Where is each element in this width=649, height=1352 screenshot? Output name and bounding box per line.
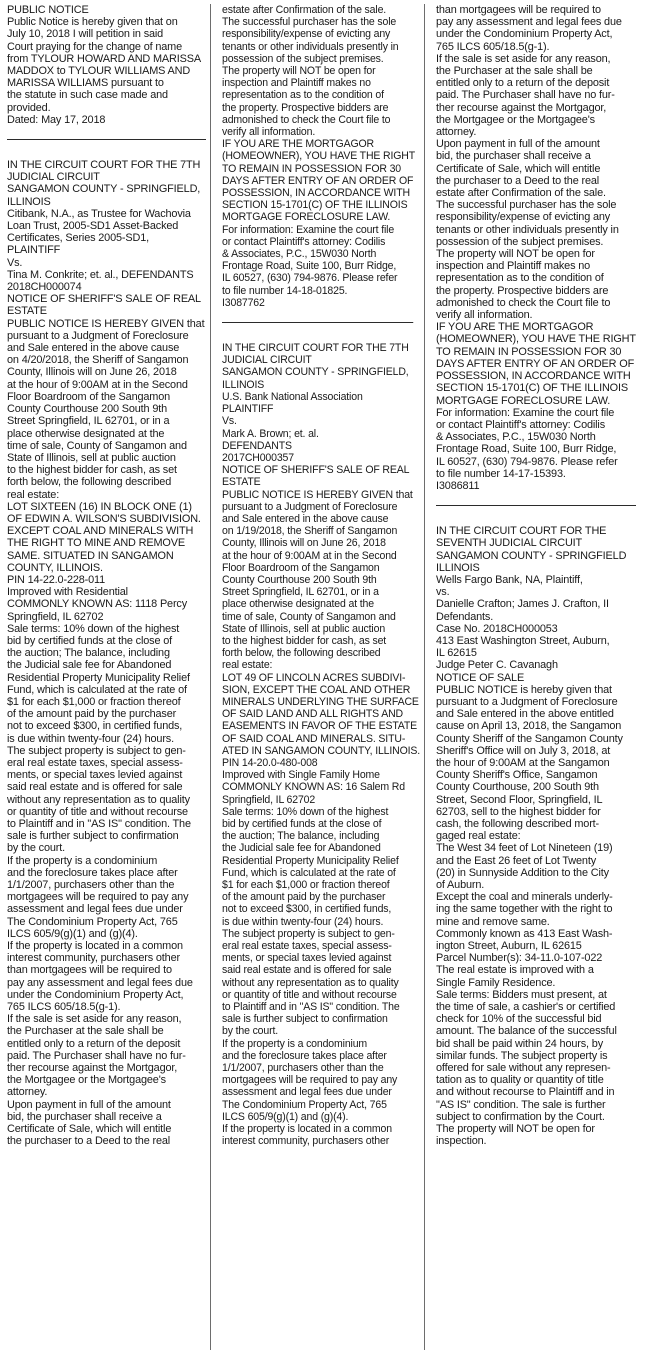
notice-text-line: eral real estate taxes, special assess- <box>222 940 392 953</box>
notice-text-line: Improved with Residential <box>7 586 128 599</box>
notice-text-line: OF EDWIN A. WILSON'S SUBDIVISION. <box>7 512 201 525</box>
notice-text-line: forth below, the following described <box>7 476 172 489</box>
notice-text-line: ther recourse against the Mortgagor, <box>436 101 607 114</box>
notice-text-line: under the Condominium Property Act, <box>7 988 184 1001</box>
notice-text-line: 765 ILCS 605/18.5(g-1). <box>436 40 550 53</box>
notice-text-line: to file number 14-18-01825. <box>222 284 348 297</box>
notice-text-line: The successful purchaser has the sole <box>436 199 617 212</box>
notice-text-line: the auction; The balance, including <box>222 830 380 843</box>
notice-text-line: pursuant to a Judgment of Foreclosure <box>436 695 618 708</box>
notice-text-line: Floor Boardroom of the Sangamon <box>222 561 380 574</box>
notice-text-line: responsibility/expense of evicting any <box>222 28 391 41</box>
notice-text-line: time of sale, County of Sangamon and <box>222 610 396 623</box>
notice-text-line: PUBLIC NOTICE IS HEREBY GIVEN that <box>7 317 205 330</box>
notice-text-line: the property. Prospective bidders are <box>222 101 389 114</box>
column-1 <box>7 4 210 1350</box>
notice-text-line: place otherwise designated at the <box>7 427 165 440</box>
notice-text-line: inspection and Plaintiff makes no <box>222 77 371 90</box>
notice-text-line: responsibility/expense of evicting any <box>436 211 611 224</box>
notice-text-line: gaged real estate: <box>436 830 521 843</box>
notice-text-line: and the foreclosure takes place after <box>7 866 178 879</box>
notice-text-line: and Sale entered in the above entitled <box>436 708 614 721</box>
notice-text-line: State of Illinois, sell at public auction <box>222 622 386 635</box>
notice-text-line: Sale terms: Bidders must present, at <box>436 988 607 1001</box>
notice-text-line: ILCS 605/9(g)(1) and (g)(4). <box>222 1110 349 1123</box>
notice-text-line: real estate: <box>222 659 273 672</box>
notice-text-line: bid by certified funds at the close of <box>7 634 173 647</box>
notice-text-line: ington Street, Auburn, IL 62615 <box>436 940 582 953</box>
notice-text-line: ther recourse against the Mortgagor, <box>7 1062 178 1075</box>
notice-text-line: For information: Examine the court file <box>436 406 615 419</box>
notice-text-line: TO REMAIN IN POSSESSION FOR 30 <box>222 162 401 175</box>
notice-text-line: JUDICIAL CIRCUIT <box>7 171 100 184</box>
notice-text-line: SANGAMON COUNTY - SPRINGFIELD, <box>7 183 201 196</box>
notice-text-line: attorney. <box>436 126 477 139</box>
notice-text-line: said real estate and is offered for sale <box>222 964 392 977</box>
notice-text-line: $1 for each $1,000 or fraction thereof <box>222 879 390 892</box>
notice-text-line: The subject property is subject to gen- <box>222 927 395 940</box>
notice-text-line: forth below, the following described <box>222 647 381 660</box>
notice-text-line: DAYS AFTER ENTRY OF AN ORDER OF <box>222 174 414 187</box>
notice-text-line: County Courthouse 200 South 9th <box>222 573 377 586</box>
notice-text-line: MADDOX to TYLOUR WILLIAMS AND <box>7 65 191 78</box>
notice-text-line: The successful purchaser has the sole <box>222 16 397 29</box>
notice-text-line: not to exceed $300, in certified funds, <box>7 720 183 733</box>
notice-text-line: representation as to the condition of <box>222 89 384 102</box>
notice-text-line: IL 60527, (630) 794-9876. Please refer <box>222 272 398 285</box>
notice-text-line: at the hour of 9:00AM at in the Second <box>222 549 397 562</box>
notice-text-line: The property will NOT be open for <box>436 248 595 261</box>
notice-text-line: I3087762 <box>222 296 265 309</box>
notice-text-line: County, Illinois will on June 26, 2018 <box>7 366 177 379</box>
notice-text-line: The property will NOT be open for <box>222 65 376 78</box>
column-3 <box>424 4 638 1350</box>
notice-text-line: If the property is a condominium <box>7 854 158 867</box>
notice-text-line: under the Condominium Property Act, <box>436 28 613 41</box>
notice-text-line: SANGAMON COUNTY - SPRINGFIELD <box>436 549 627 562</box>
notice-text-line: PUBLIC NOTICE is hereby given that <box>436 683 612 696</box>
notice-text-line: by the court. <box>222 1025 279 1038</box>
notice-text-line: pursuant to a Judgment of Foreclosure <box>222 500 398 513</box>
notice-text-line: EASEMENTS IN FAVOR OF THE ESTATE <box>222 720 418 733</box>
notice-text-line: verify all information. <box>222 126 316 139</box>
notice-text-line: Certificates, Series 2005-SD1, <box>7 232 149 245</box>
notice-text-line: Frontage Road, Suite 100, Burr Ridge, <box>222 260 397 273</box>
notice-text-line: to the highest bidder for cash, as set <box>7 464 177 477</box>
notice-text-line: sale is further subject to confirmation <box>222 1013 388 1026</box>
notice-text-line: & Associates, P.C., 15W030 North <box>436 431 596 444</box>
notice-name-change <box>7 4 206 126</box>
notice-text-line: not to exceed $300, in certified funds, <box>222 903 392 916</box>
notice-text-line: bid by certified funds at the close of <box>222 818 382 830</box>
notice-text-line: entitled only to a return of the deposit <box>436 77 610 90</box>
notice-text-line: If the property is located in a common <box>222 1123 392 1136</box>
notice-text-line: on 4/20/2018, the Sheriff of Sangamon <box>7 354 189 367</box>
notice-text-line: IL 60527, (630) 794-9876. Please refer <box>436 455 618 468</box>
notice-divider <box>7 139 206 140</box>
notice-text-line: Certificate of Sale, which will entitle <box>436 162 601 175</box>
notice-text-line: OF SAID COAL AND MINERALS. SITU- <box>222 732 406 745</box>
notice-text-line: PLAINTIFF <box>222 403 274 416</box>
notice-text-line: PIN 14-22.0-228-011 <box>7 573 106 586</box>
notice-text-line: mortgagees will be required to pay any <box>7 891 189 904</box>
notice-text-line: LOT SIXTEEN (16) IN BLOCK ONE (1) <box>7 500 192 513</box>
notice-text-line: or quantity of title and without recourse <box>7 805 188 818</box>
notice-text-line: Street Springfield, IL 62701, or in a <box>7 415 170 428</box>
notice-text-line: The property will NOT be open for <box>436 1123 595 1136</box>
notice-text-line: Vs. <box>7 256 23 269</box>
notice-divider <box>436 505 636 506</box>
notice-text-line: tenants or other individuals presently in <box>436 223 619 236</box>
notice-text-line: $1 for each $1,000 or fraction thereof <box>7 695 181 708</box>
notice-text-line: 62703, sell to the highest bidder for <box>436 805 601 818</box>
notice-text-line: Parcel Number(s): 34-11.0-107-022 <box>436 952 603 965</box>
notice-text-line: The West 34 feet of Lot Nineteen (19) <box>436 842 613 855</box>
notice-text-line: real estate: <box>7 488 60 501</box>
notice-text-line: SEVENTH JUDICIAL CIRCUIT <box>436 537 583 550</box>
notice-text-line: PLAINTIFF <box>7 244 61 257</box>
notice-text-line: ments, or special taxes levied against <box>222 952 392 965</box>
notice-text-line: NOTICE OF SHERIFF'S SALE OF REAL <box>7 293 201 306</box>
notice-text-line: ILCS 605/9(g)(1) and (g)(4). <box>7 927 138 940</box>
notice-text-line: the auction; The balance, including <box>7 647 170 660</box>
notice-text-line: If the sale is set aside for any reason, <box>7 1013 182 1026</box>
notice-text-line: LOT 49 OF LINCOLN ACRES SUBDIVI- <box>222 671 406 684</box>
notice-text-line: DAYS AFTER ENTRY OF AN ORDER OF <box>436 357 635 370</box>
notice-text-line: estate after Confirmation of the sale. <box>222 4 387 16</box>
notice-text-line: Mark A. Brown; et. al. <box>222 427 319 440</box>
notice-text-line: MARISSA WILLIAMS pursuant to <box>7 77 164 90</box>
notice-text-line: (HOMEOWNER), YOU HAVE THE RIGHT <box>222 150 416 163</box>
notice-text-line: EXCEPT COAL AND MINERALS WITH <box>7 525 194 538</box>
notice-text-line: Defendants. <box>436 610 494 623</box>
notice-text-line: or contact Plaintiff's attorney: Codilis <box>222 235 386 248</box>
notice-text-line: Dated: May 17, 2018 <box>7 113 106 126</box>
notice-text-line: entitled only to a return of the deposit <box>7 1037 181 1050</box>
notice-text-line: check for 10% of the successful bid <box>436 1013 602 1026</box>
notice-text-line: Upon payment in full of the amount <box>7 1098 171 1111</box>
notice-text-line: ing the same together with the right to <box>436 903 613 916</box>
notice-text-line: Fund, which is calculated at the rate of <box>7 683 187 696</box>
notice-text-line: mortgagees will be required to pay any <box>222 1074 398 1087</box>
notice-text-line: Sale terms: 10% down of the highest <box>222 805 389 818</box>
notice-text-line: the time of sale, a cashier's or certified <box>436 1001 616 1014</box>
notice-text-line: The Condominium Property Act, 765 <box>7 915 178 928</box>
notice-text-line: pay any assessment and legal fees due <box>7 976 193 989</box>
notice-text-line: ESTATE <box>7 305 47 318</box>
notice-text-line: and Sale entered in the above cause <box>7 342 180 355</box>
notice-text-line: or contact Plaintiff's attorney: Codilis <box>436 418 606 431</box>
notice-text-line: Danielle Crafton; James J. Crafton, II <box>436 598 609 611</box>
notice-text-line: the Judicial sale fee for Abandoned <box>222 842 381 855</box>
notice-text-line: Citibank, N.A., as Trustee for Wachovia <box>7 207 191 220</box>
notice-text-line: than mortgagees will be required to <box>436 4 601 16</box>
notice-text-line: ILLINOIS <box>222 378 265 391</box>
notice-text-line: ATED IN SANGAMON COUNTY, ILLINOIS. <box>222 744 421 757</box>
notice-text-line: Frontage Road, Suite 100, Burr Ridge, <box>436 443 617 456</box>
notice-text-line: Fund, which is calculated at the rate of <box>222 866 396 879</box>
notice-text-line: PUBLIC NOTICE IS HEREBY GIVEN that <box>222 488 413 501</box>
notice-text-line: assessment and legal fees due under <box>7 903 183 916</box>
notice-text-line: the Purchaser at the sale shall be <box>436 65 593 78</box>
notice-text-line: the purchaser to a Deed to the real <box>436 174 600 187</box>
notice-text-line: Residential Property Municipality Relief <box>222 854 399 867</box>
notice-text-line: Public Notice is hereby given that on <box>7 16 178 29</box>
notice-text-line: OF SAID LAND AND ALL RIGHTS AND <box>222 708 404 721</box>
notice-text-line: POSSESSION, IN ACCORDANCE WITH <box>222 187 410 200</box>
notice-text-line: tenants or other individuals presently in <box>222 40 399 53</box>
notice-text-line: U.S. Bank National Association <box>222 390 363 403</box>
notice-text-line: is due within twenty-four (24) hours. <box>222 915 384 928</box>
notice-text-line: Wells Fargo Bank, NA, Plaintiff, <box>436 573 583 586</box>
notice-text-line: Street, Second Floor, Springfield, IL <box>436 793 603 806</box>
notice-text-line: is due within twenty-four (24) hours. <box>7 732 174 745</box>
notice-text-line: the property. Prospective bidders are <box>436 284 609 297</box>
notice-text-line: For information: Examine the court file <box>222 223 395 236</box>
notice-text-line: SION, EXCEPT THE COAL AND OTHER <box>222 683 411 696</box>
notice-text-line: the Purchaser at the sale shall be <box>7 1025 164 1038</box>
notice-text-line: MORTGAGE FORECLOSURE LAW. <box>222 211 391 224</box>
notice-text-line: Loan Trust, 2005-SD1 Asset-Backed <box>7 220 179 233</box>
notice-text-line: If the property is a condominium <box>222 1037 368 1050</box>
notice-text-line: of the amount paid by the purchaser <box>7 708 177 721</box>
notice-text-line: to Plaintiff and in "AS IS" condition. The <box>222 1001 400 1014</box>
notice-text-line: similar funds. The subject property is <box>436 1049 608 1062</box>
notice-text-line: possession of the subject premises. <box>222 52 384 65</box>
notice-text-line: without any representation as to quality <box>222 976 399 989</box>
notice-text-line: to Plaintiff and in "AS IS" condition. The <box>7 818 191 830</box>
notice-text-line: PUBLIC NOTICE <box>7 4 89 16</box>
notice-text-line: bid, the purchaser shall receive a <box>7 1110 162 1123</box>
notice-text-line: MORTGAGE FORECLOSURE LAW. <box>436 394 611 407</box>
notice-text-line: subject to confirmation by the Court. <box>436 1110 605 1123</box>
notice-text-line: said real estate and is offered for sale <box>7 781 183 794</box>
notice-text-line: IF YOU ARE THE MORTGAGOR <box>222 138 375 151</box>
notice-text-line: IN THE CIRCUIT COURT FOR THE 7TH <box>7 159 201 172</box>
notice-text-line: JUDICIAL CIRCUIT <box>222 354 312 367</box>
notice-text-line: Single Family Residence. <box>436 976 556 989</box>
notice-text-line: pursuant to a Judgment of Foreclosure <box>7 329 189 342</box>
notice-text-line: POSSESSION, IN ACCORDANCE WITH <box>436 370 631 383</box>
notice-wellsfargo-crafton <box>436 525 636 1147</box>
notice-text-line: the Mortgagee or the Mortgagee's <box>436 113 595 126</box>
notice-text-line: Street Springfield, IL 62701, or in a <box>222 586 379 599</box>
notice-text-line: Sheriff's Office will on July 3, 2018, at <box>436 744 611 757</box>
notice-text-line: SANGAMON COUNTY - SPRINGFIELD, <box>222 366 409 379</box>
notice-text-line: Springfield, IL 62702 <box>222 793 316 806</box>
notice-text-line: 1/1/2007, purchasers other than the <box>222 1062 384 1075</box>
notice-text-line: attorney. <box>7 1086 48 1099</box>
notice-text-line: and Sale entered in the above cause <box>222 512 389 525</box>
notice-text-line: 413 East Washington Street, Auburn, <box>436 634 610 647</box>
notice-text-line: paid. The Purchaser shall have no fur- <box>436 89 615 102</box>
notice-text-line: by the court. <box>7 842 65 855</box>
notice-text-line: ILLINOIS <box>7 195 51 208</box>
notice-text-line: the purchaser to a Deed to the real <box>7 1135 171 1148</box>
notice-text-line: IN THE CIRCUIT COURT FOR THE <box>436 525 607 538</box>
notice-text-line: vs. <box>436 586 450 599</box>
notice-text-line: Floor Boardroom of the Sangamon <box>7 390 171 403</box>
notice-text-line: COMMONLY KNOWN AS: 16 Salem Rd <box>222 781 405 794</box>
notice-text-line: and without recourse to Plaintiff and in <box>436 1086 615 1099</box>
notice-text-line: If the sale is set aside for any reason, <box>436 52 611 65</box>
notice-text-line: Sale terms: 10% down of the highest <box>7 622 180 635</box>
notice-text-line: time of sale, County of Sangamon and <box>7 439 187 452</box>
notice-text-line: 2017CH000357 <box>222 451 294 464</box>
notice-text-line: NOTICE OF SHERIFF'S SALE OF REAL <box>222 464 410 477</box>
notice-text-line: eral real estate taxes, special assess- <box>7 756 183 769</box>
notice-text-line: Upon payment in full of the amount <box>436 138 600 151</box>
notice-text-line: Vs. <box>222 415 237 428</box>
notice-text-line: PIN 14-20.0-480-008 <box>222 756 318 769</box>
notice-text-line: IL 62615 <box>436 647 477 660</box>
notice-text-line: sale is further subject to confirmation <box>7 830 179 843</box>
notice-text-line: County Sheriff of the Sangamon County <box>436 732 623 745</box>
notice-text-line: bid, the purchaser shall receive a <box>436 150 591 163</box>
notice-text-line: I3086811 <box>436 479 480 492</box>
notice-text-line: from TYLOUR HOWARD AND MARISSA <box>7 52 201 65</box>
notice-citibank-conkrite <box>7 159 206 1147</box>
notice-text-line: (20) in Sunnyside Addition to the City <box>436 866 609 879</box>
notice-text-line: interest community, purchasers other <box>7 952 180 965</box>
notice-text-line: ments, or special taxes levied against <box>7 769 183 782</box>
notice-text-line: Commonly known as 413 East Wash- <box>436 927 613 940</box>
notice-text-line: DEFENDANTS <box>222 439 292 452</box>
notice-text-line: offered for sale without any represen- <box>436 1062 611 1075</box>
notice-text-line: SAME. SITUATED IN SANGAMON <box>7 549 174 562</box>
notice-text-line: the hour of 9:00AM at the Sangamon <box>436 756 610 769</box>
notice-text-line: Springfield, IL 62702 <box>7 610 104 623</box>
notice-text-line: State of Illinois, sell at public auction <box>7 451 176 464</box>
notice-text-line: County Sheriff's Office, Sangamon <box>436 769 598 782</box>
notice-text-line: of Auburn. <box>436 879 485 892</box>
notice-text-line: than mortgagees will be required to <box>7 964 172 977</box>
notice-text-line: and the East 26 feet of Lot Twenty <box>436 854 596 867</box>
notice-text-line: tation as to quality or quantity of title <box>436 1074 604 1087</box>
notice-divider <box>222 322 413 323</box>
notice-text-line: to file number 14-17-15393. <box>436 467 566 480</box>
notice-text-line: estate after Confirmation of the sale. <box>436 187 606 200</box>
notice-text-line: Court praying for the change of name <box>7 40 183 53</box>
notice-text-line: cash, the following described mort- <box>436 818 600 830</box>
notice-text-line: Case No. 2018CH000053 <box>436 622 558 635</box>
notice-text-line: Improved with Single Family Home <box>222 769 380 782</box>
notice-text-line: The real estate is improved with a <box>436 964 594 977</box>
notice-text-line: July 10, 2018 I will petition in said <box>7 28 164 41</box>
notice-text-line: representation as to the condition of <box>436 272 604 285</box>
notice-text-line: ILLINOIS <box>436 561 480 574</box>
notice-text-line: without any representation as to quality <box>7 793 190 806</box>
notice-text-line: on 1/19/2018, the Sheriff of Sangamon <box>222 525 398 538</box>
notice-text-line: bid shall be paid within 24 hours, by <box>436 1037 603 1050</box>
notice-text-line: and the foreclosure takes place after <box>222 1049 387 1062</box>
notice-text-line: inspection and Plaintiff makes no <box>436 260 591 273</box>
notice-text-line: & Associates, P.C., 15W030 North <box>222 248 377 261</box>
notice-text-line: Judge Peter C. Cavanagh <box>436 659 558 672</box>
notice-text-line: The Condominium Property Act, 765 <box>222 1098 387 1111</box>
notice-text-line: Except the coal and minerals underly- <box>436 891 613 904</box>
notice-text-line: to the highest bidder for cash, as set <box>222 634 387 647</box>
notice-usbank-brown <box>222 342 421 1148</box>
notice-text-line: pay any assessment and legal fees due <box>436 16 622 29</box>
notice-text-line: the Mortgagee or the Mortgagee's <box>7 1074 166 1087</box>
notice-text-line: SECTION 15-1701(C) OF THE ILLINOIS <box>436 382 628 395</box>
notice-text-line: inspection. <box>436 1135 487 1148</box>
notice-text-line: the statute in such case made and <box>7 89 168 102</box>
notice-text-line: Certificate of Sale, which will entitle <box>7 1123 172 1136</box>
notice-text-line: SECTION 15-1701(C) OF THE ILLINOIS <box>222 199 408 212</box>
notice-text-line: THE RIGHT TO MINE AND REMOVE <box>7 537 185 550</box>
notice-text-line: place otherwise designated at the <box>222 598 374 611</box>
notice-text-line: cause on April 13, 2018, the Sangamon <box>436 720 622 733</box>
notice-text-line: mine and remove same. <box>436 915 550 928</box>
notice-usbank-brown-continued <box>436 4 636 492</box>
notice-text-line: County Courthouse 200 South 9th <box>7 403 168 416</box>
notice-text-line: possession of the subject premises. <box>436 235 604 248</box>
notice-text-line: Tina M. Conkrite; et. al., DEFENDANTS <box>7 268 194 281</box>
notice-text-line: The subject property is subject to gen- <box>7 744 186 757</box>
notice-text-line: paid. The Purchaser shall have no fur- <box>7 1049 186 1062</box>
notice-text-line: (HOMEOWNER), YOU HAVE THE RIGHT <box>436 333 636 346</box>
notice-text-line: Residential Property Municipality Relief <box>7 671 190 684</box>
notice-text-line: MINERALS UNDERLYING THE SURFACE <box>222 695 419 708</box>
notice-text-line: or quantity of title and without recourse <box>222 988 397 1001</box>
notice-text-line: assessment and legal fees due under <box>222 1086 392 1099</box>
notice-text-line: of the amount paid by the purchaser <box>222 891 386 904</box>
notice-text-line: COUNTY, ILLINOIS. <box>7 561 103 574</box>
notice-text-line: admonished to check the Court file to <box>436 296 611 309</box>
notice-text-line: admonished to check the Court file to <box>222 113 391 126</box>
notice-text-line: County Courthouse, 200 South 9th <box>436 781 599 794</box>
notice-text-line: 765 ILCS 605/18.5(g-1). <box>7 1001 121 1014</box>
notice-text-line: the Judicial sale fee for Abandoned <box>7 659 172 672</box>
notice-text-line: IF YOU ARE THE MORTGAGOR <box>436 321 594 334</box>
notice-text-line: provided. <box>7 101 51 114</box>
notice-citibank-conkrite-continued <box>222 4 416 309</box>
notice-text-line: verify all information. <box>436 309 533 322</box>
notice-text-line: IN THE CIRCUIT COURT FOR THE 7TH <box>222 342 409 355</box>
column-2 <box>210 4 424 1350</box>
notice-text-line: interest community, purchasers other <box>222 1135 390 1148</box>
notice-text-line: County, Illinois will on June 26, 2018 <box>222 537 386 550</box>
notice-text-line: NOTICE OF SALE <box>436 671 525 684</box>
notice-text-line: If the property is located in a common <box>7 940 183 953</box>
notice-text-line: 2018CH000074 <box>7 281 82 294</box>
notice-text-line: "AS IS" condition. The sale is further <box>436 1098 606 1111</box>
notice-text-line: ESTATE <box>222 476 261 489</box>
notice-text-line: amount. The balance of the successful <box>436 1025 617 1038</box>
notice-text-line: at the hour of 9:00AM at in the Second <box>7 378 188 391</box>
notice-text-line: TO REMAIN IN POSSESSION FOR 30 <box>436 345 622 358</box>
notice-text-line: 1/1/2007, purchasers other than the <box>7 879 175 892</box>
column-content <box>222 4 421 1148</box>
notice-text-line: COMMONLY KNOWN AS: 1118 Percy <box>7 598 188 611</box>
